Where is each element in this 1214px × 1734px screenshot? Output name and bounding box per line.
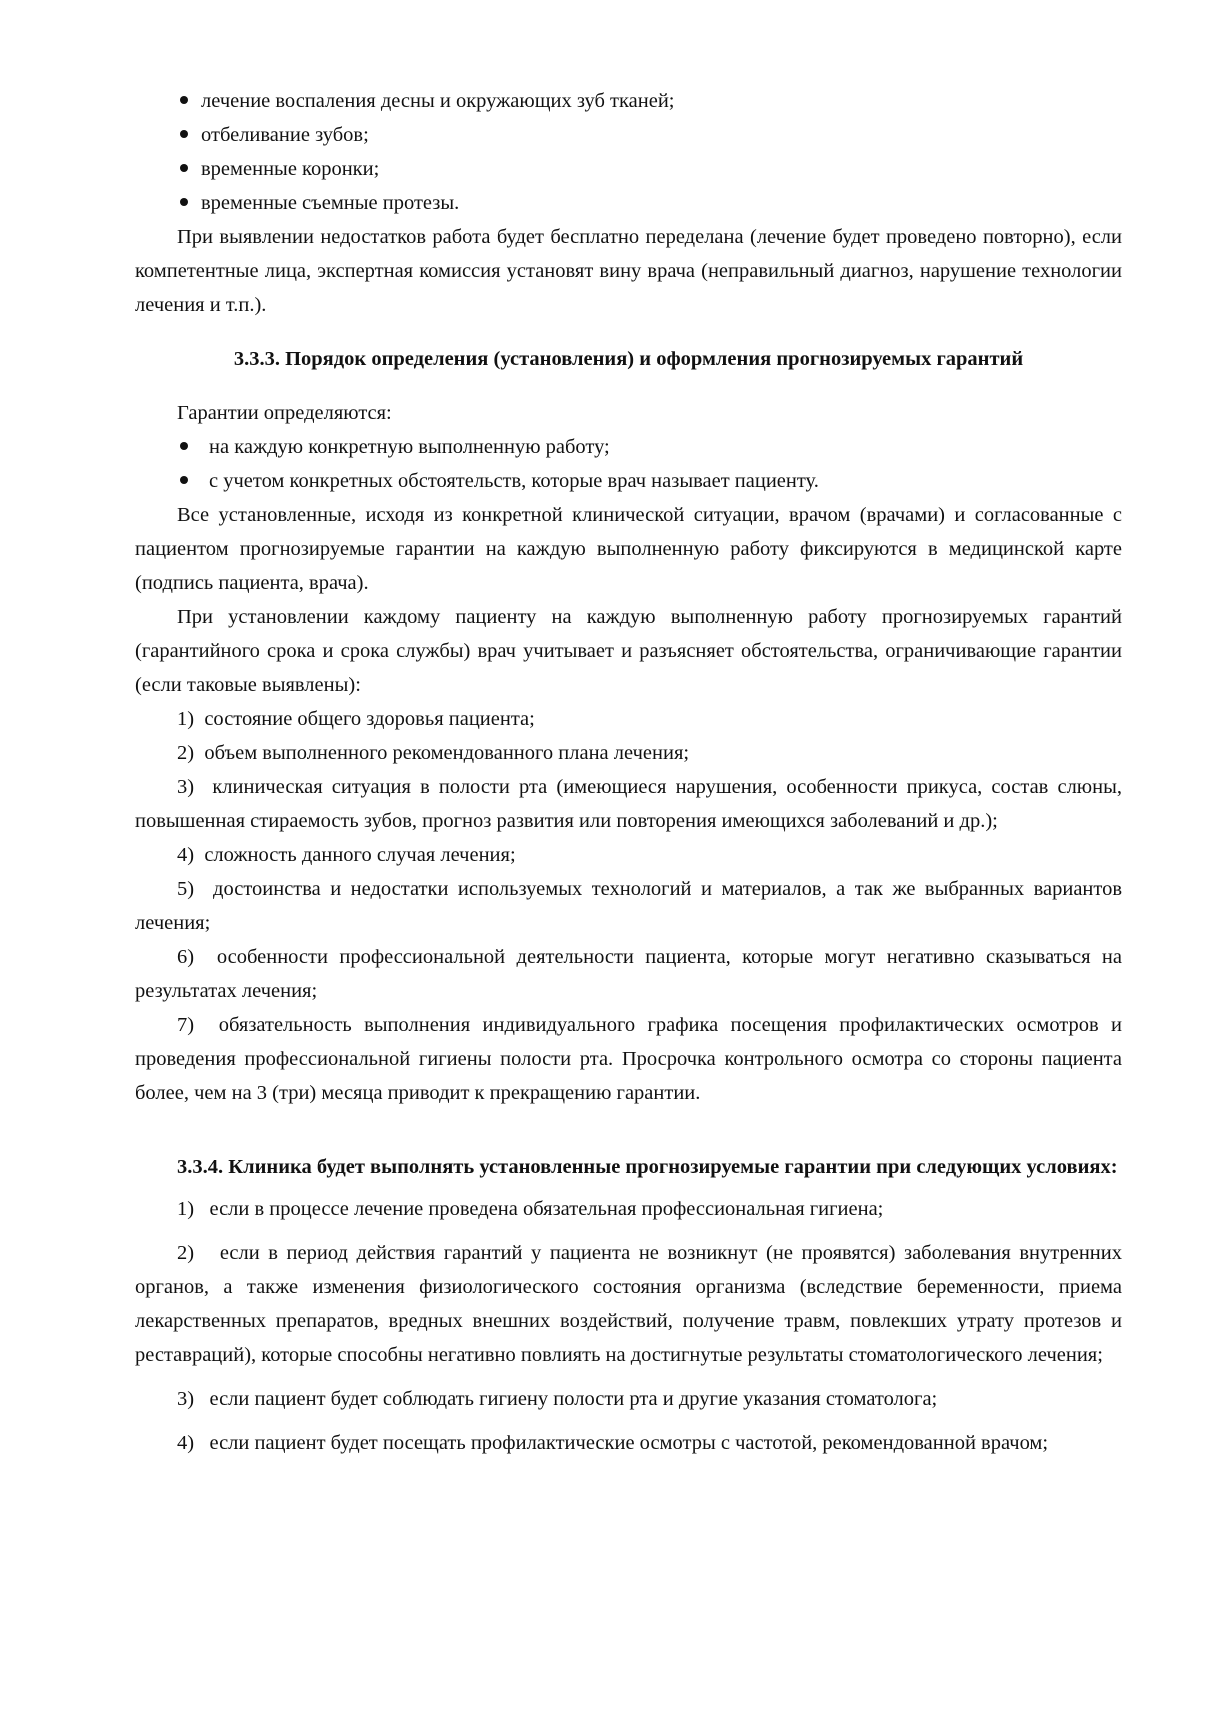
bullet-list-top xyxy=(177,84,1122,220)
list-item: 7) обязательность выполнения индивидуального графика посещения профилактических осмотров и проведения профессиональной гигиены полости рта. Просрочка контрольного осмотра со стороны пациента более, чем на 3 (три) месяца приводит к прекращению гарантии. xyxy=(135,1014,1122,1104)
list-item: 4) если пациент будет посещать профилактические осмотры с частотой, рекомендованной врачом; xyxy=(177,1432,1049,1454)
list-item: лечение воспаления десны и окружающих зуб тканей; xyxy=(177,84,1122,118)
section-333-para1: Все установленные, исходя из конкретной клинической ситуации, врачом (врачами) и согласованные с пациентом прогнозируемые гарантии на каждую выполненную работу фиксируются в медицинской карте (подпись пациента, врача). xyxy=(135,504,1122,594)
list-item: с учетом конкретных обстоятельств, которые врач называет пациенту. xyxy=(177,464,1122,498)
section-333-intro: Гарантии определяются: xyxy=(177,402,392,424)
numbered-list-334 xyxy=(135,1192,1122,1460)
section-334-title: 3.3.4. Клиника будет выполнять установленные прогнозируемые гарантии при следующих условиях: xyxy=(177,1156,1118,1178)
bullet-list-333 xyxy=(177,430,1122,498)
bullet-icon xyxy=(180,198,188,206)
list-item: 2) объем выполненного рекомендованного плана лечения; xyxy=(177,742,690,764)
bullet-icon xyxy=(180,442,188,450)
list-item: 3) если пациент будет соблюдать гигиену полости рта и другие указания стоматолога; xyxy=(177,1388,938,1410)
list-item: временные коронки; xyxy=(177,152,1122,186)
bullet-icon xyxy=(180,476,188,484)
list-item: 2) если в период действия гарантий у пациента не возникнут (не проявятся) заболевания внутренних органов, а также изменения физиологического состояния организма (вследствие беременности, приема лекарственных препаратов, вредных внешних воздействий, получение травм, повлекших утрату протезов и реставраций), которые способны негативно повлиять на достигнутые результаты стоматологического лечения; xyxy=(135,1242,1122,1366)
list-item: на каждую конкретную выполненную работу; xyxy=(177,430,1122,464)
list-item: отбеливание зубов; xyxy=(177,118,1122,152)
list-item: 6) особенности профессиональной деятельности пациента, которые могут негативно сказываться на результатах лечения; xyxy=(135,946,1123,1002)
bullet-icon xyxy=(180,96,188,104)
list-item: временные съемные протезы. xyxy=(177,186,1122,220)
list-item: 3) клиническая ситуация в полости рта (имеющиеся нарушения, особенности прикуса, состав слюны, повышенная стираемость зубов, прогноз развития или повторения имеющихся заболеваний и др.); xyxy=(135,776,1122,832)
list-item: 5) достоинства и недостатки используемых технологий и материалов, а так же выбранных вариантов лечения; xyxy=(135,878,1123,934)
list-item: 4) сложность данного случая лечения; xyxy=(177,844,516,866)
numbered-list-333 xyxy=(135,702,1122,1110)
section-333-para2: При установлении каждому пациенту на каждую выполненную работу прогнозируемых гарантий (гарантийного срока и срока службы) врач учитывает и разъясняет обстоятельства, ограничивающие гарантии (если таковые выявлены): xyxy=(135,606,1122,696)
list-item: 1) если в процессе лечение проведена обязательная профессиональная гигиена; xyxy=(177,1198,884,1220)
bullet-icon xyxy=(180,164,188,172)
list-item: 1) состояние общего здоровья пациента; xyxy=(177,708,535,730)
rework-paragraph: При выявлении недостатков работа будет бесплатно переделана (лечение будет проведено повторно), если компетентные лица, экспертная комиссия установят вину врача (неправильный диагноз, нарушение технологии лечения и т.п.). xyxy=(135,226,1122,316)
bullet-icon xyxy=(180,130,188,138)
section-333-title: 3.3.3. Порядок определения (установления) и оформления прогнозируемых гарантий xyxy=(233,348,1024,370)
